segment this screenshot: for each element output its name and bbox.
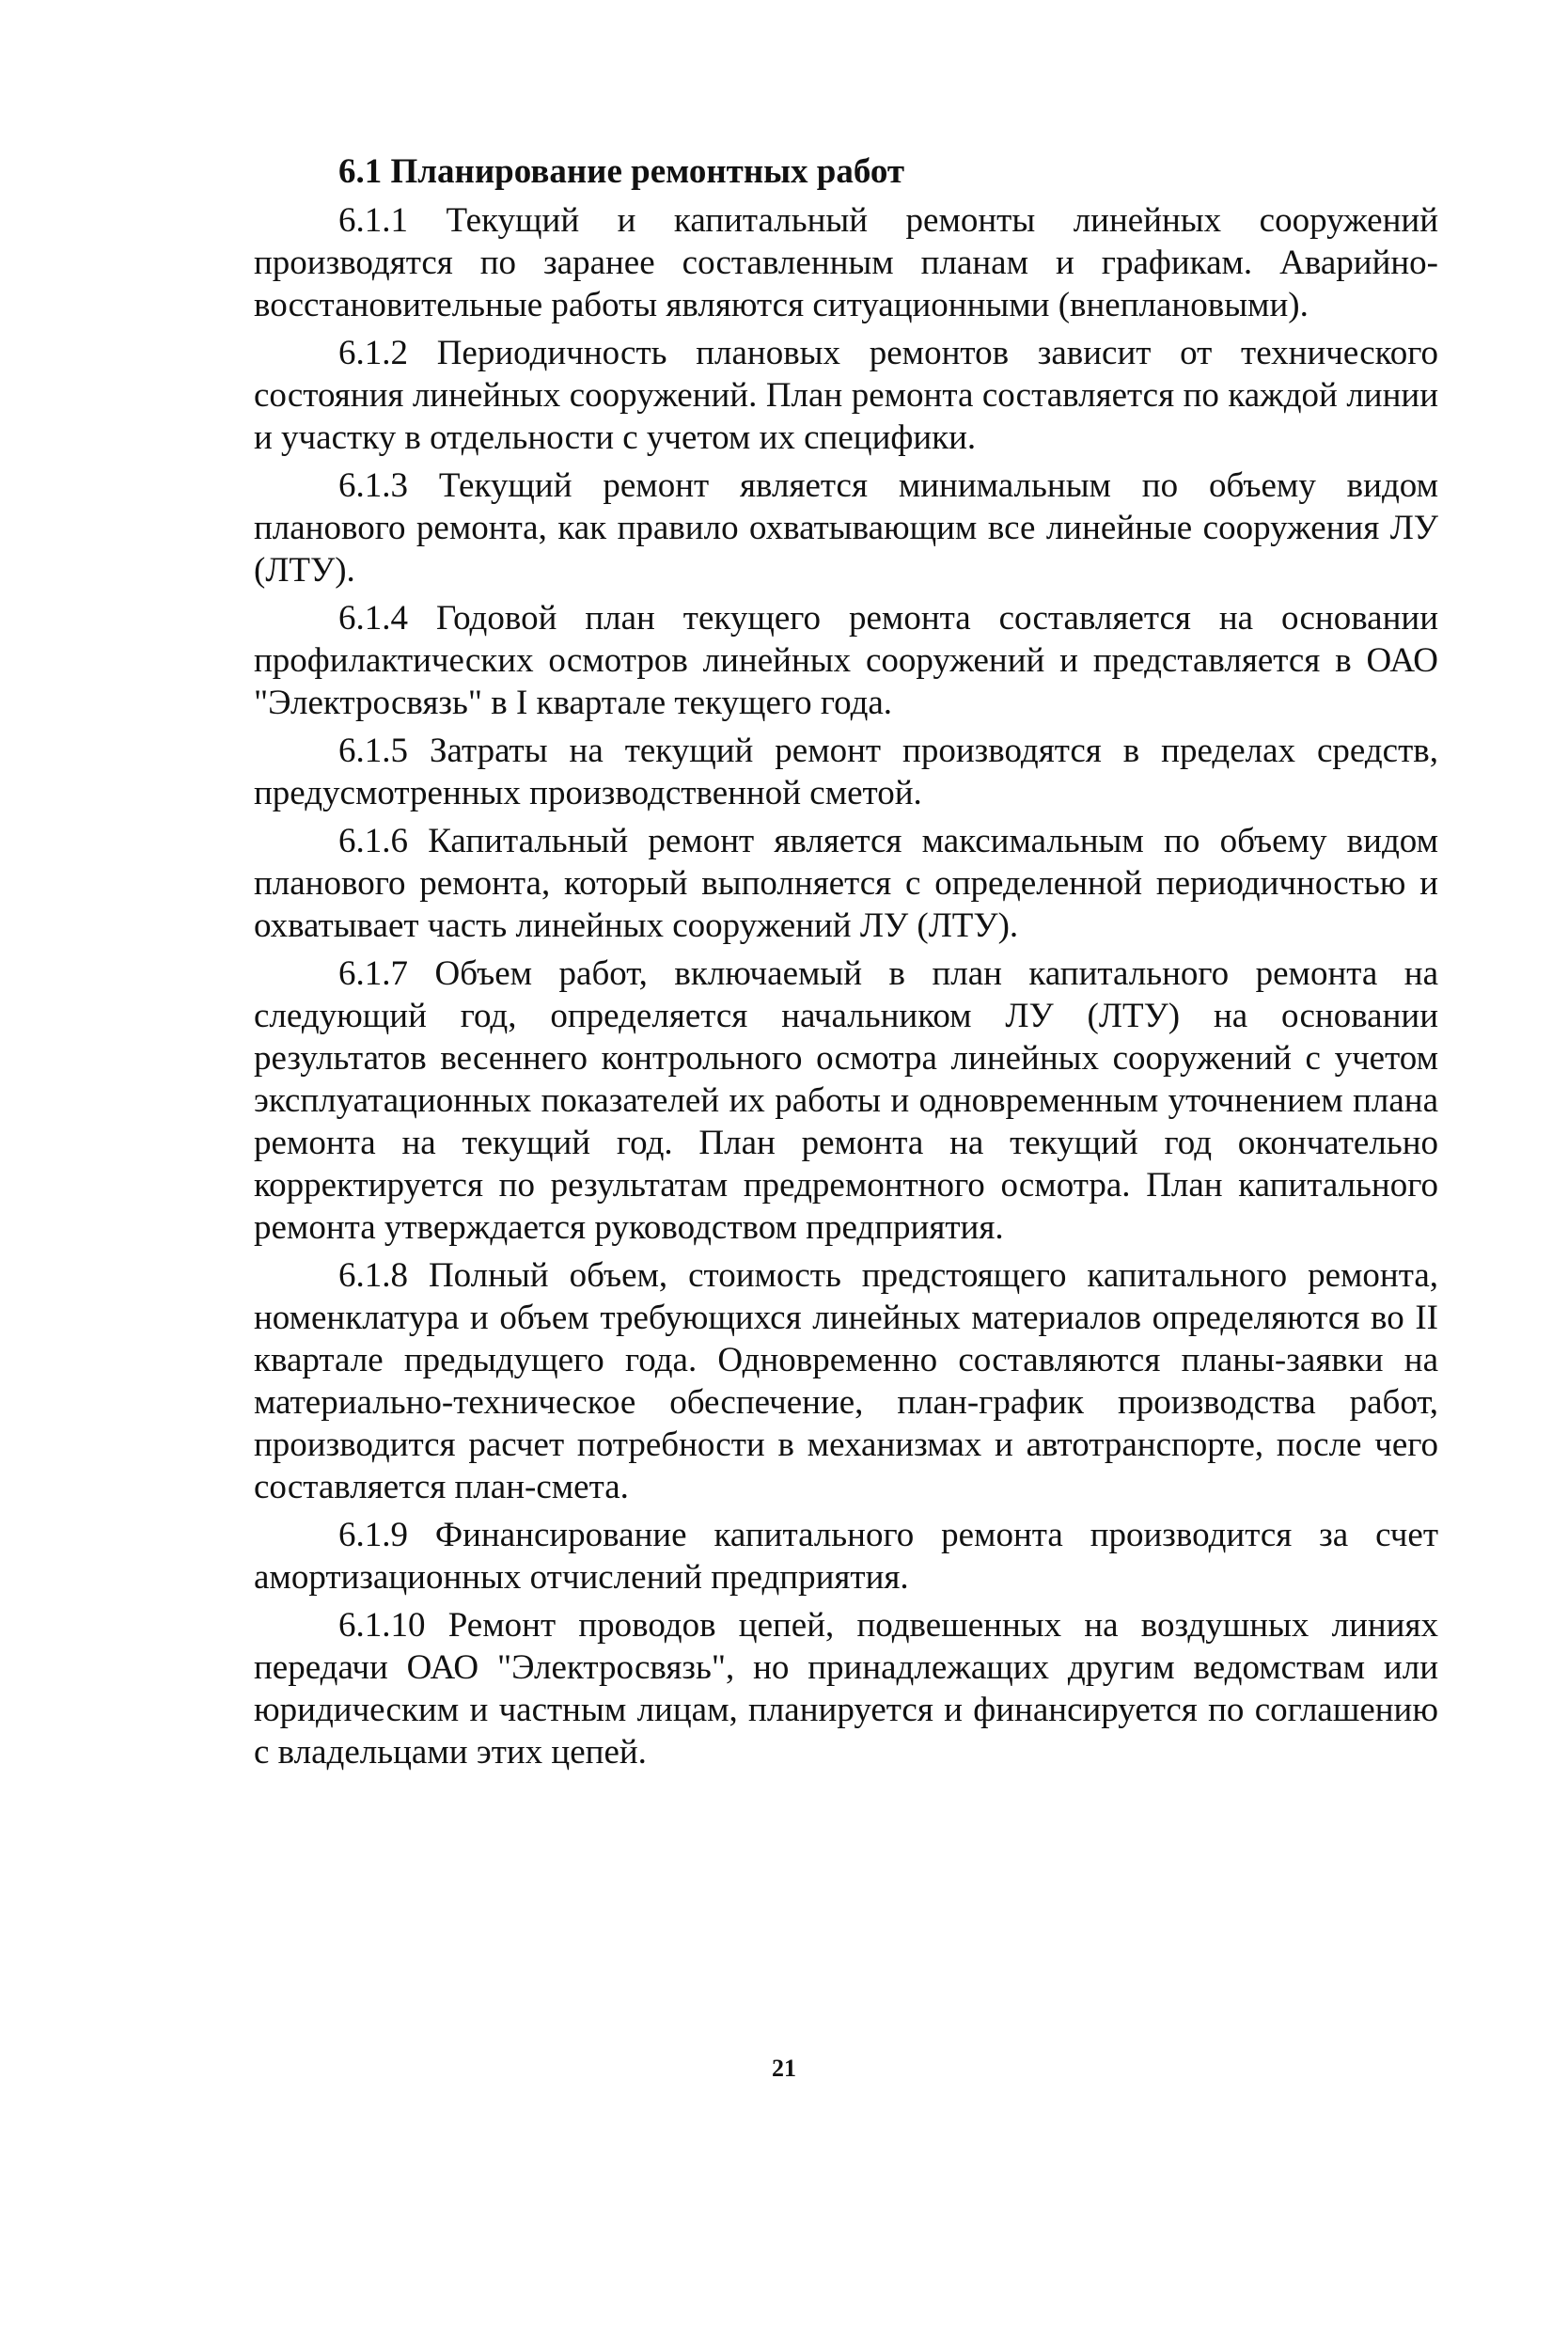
paragraph-6-1-10: 6.1.10 Ремонт проводов цепей, подвешенных на воздушных линиях передачи ОАО "Электросвязь", но принадлежащих другим ведомствам или юридическим и частным лицам, планируется и финансируется по соглашению с владельцами этих цепей. bbox=[254, 1606, 1438, 1772]
paragraph-6-1-2: 6.1.2 Периодичность плановых ремонтов зависит от технического состояния линейных сооружений. План ремонта составляется по каждой линии и участку в отдельности с учетом их специфики. bbox=[254, 334, 1438, 457]
paragraph-6-1-4: 6.1.4 Годовой план текущего ремонта составляется на основании профилактических осмотров линейных сооружений и представляется в ОАО "Электросвязь" в I квартале текущего года. bbox=[254, 599, 1438, 722]
page-number: 21 bbox=[772, 2055, 796, 2082]
paragraph-6-1-9: 6.1.9 Финансирование капитального ремонта производится за счет амортизационных отчислений предприятия. bbox=[254, 1516, 1438, 1597]
section-6-1 bbox=[254, 150, 1438, 1779]
paragraph-6-1-5: 6.1.5 Затраты на текущий ремонт производятся в пределах средств, предусмотренных производственной сметой. bbox=[254, 732, 1438, 812]
paragraph-6-1-1: 6.1.1 Текущий и капитальный ремонты линейных сооружений производятся по заранее составленным планам и графикам. Аварийно-восстановительные работы являются ситуационными (внеплановыми). bbox=[254, 201, 1438, 324]
paragraph-6-1-6: 6.1.6 Капитальный ремонт является максимальным по объему видом планового ремонта, который выполняется с определенной периодичностью и охватывает часть линейных сооружений ЛУ (ЛТУ). bbox=[254, 822, 1438, 945]
paragraph-6-1-7: 6.1.7 Объем работ, включаемый в план капитального ремонта на следующий год, определяется начальником ЛУ (ЛТУ) на основании результатов весеннего контрольного осмотра линейных сооружений с учетом эксплуатационных показателей их работы и одновременным уточнением плана ремонта на текущий год. План ремонта на текущий год окончательно корректируется по результатам предремонтного осмотра. План капитального ремонта утверждается руководством предприятия. bbox=[254, 954, 1438, 1247]
paragraph-6-1-3: 6.1.3 Текущий ремонт является минимальным по объему видом планового ремонта, как правило охватывающим все линейные сооружения ЛУ (ЛТУ). bbox=[254, 466, 1438, 590]
section-heading: 6.1 Планирование ремонтных работ bbox=[338, 152, 905, 191]
paragraph-6-1-8: 6.1.8 Полный объем, стоимость предстоящего капитального ремонта, номенклатура и объем требующихся линейных материалов определяются во II квартале предыдущего года. Одновременно составляются планы-заявки на материально-техническое обеспечение, план-график производства работ, производится расчет потребности в механизмах и автотранспорте, после чего составляется план-смета. bbox=[254, 1256, 1438, 1506]
